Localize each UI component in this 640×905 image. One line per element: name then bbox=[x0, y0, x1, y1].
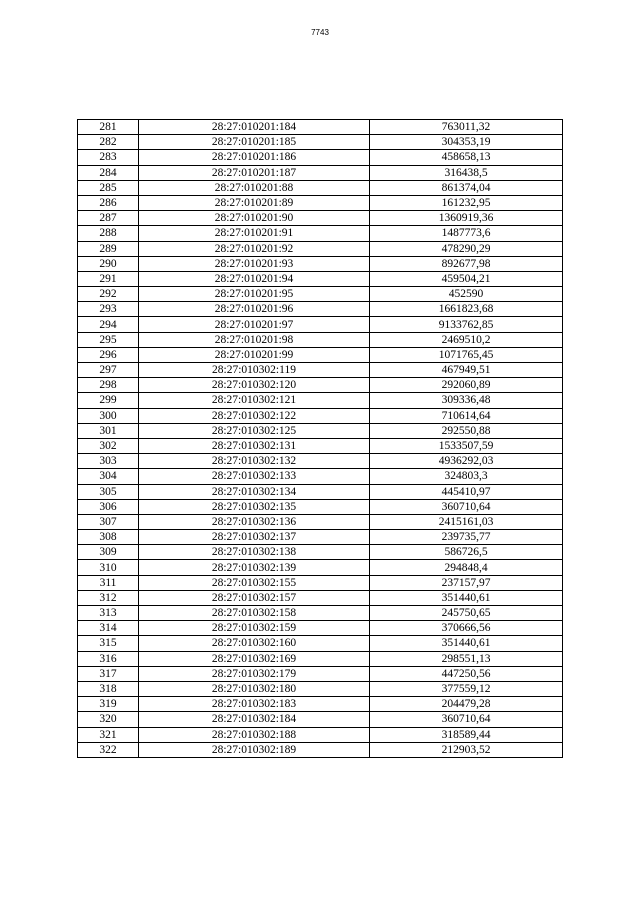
row-number-cell: 292 bbox=[78, 287, 139, 302]
row-number-cell: 318 bbox=[78, 681, 139, 696]
row-number-cell: 288 bbox=[78, 226, 139, 241]
cadastral-number-cell: 28:27:010302:159 bbox=[139, 621, 370, 636]
value-cell: 586726,5 bbox=[370, 545, 563, 560]
cadastral-number-cell: 28:27:010302:169 bbox=[139, 651, 370, 666]
row-number-cell: 311 bbox=[78, 575, 139, 590]
row-number-cell: 309 bbox=[78, 545, 139, 560]
value-cell: 459504,21 bbox=[370, 271, 563, 286]
cadastral-number-cell: 28:27:010302:134 bbox=[139, 484, 370, 499]
cadastral-number-cell: 28:27:010201:97 bbox=[139, 317, 370, 332]
cadastral-number-cell: 28:27:010201:90 bbox=[139, 211, 370, 226]
table-row bbox=[78, 727, 563, 742]
row-number-cell: 301 bbox=[78, 423, 139, 438]
cadastral-number-cell: 28:27:010201:98 bbox=[139, 332, 370, 347]
cadastral-number-cell: 28:27:010302:132 bbox=[139, 454, 370, 469]
row-number-cell: 320 bbox=[78, 712, 139, 727]
value-cell: 452590 bbox=[370, 287, 563, 302]
cadastral-number-cell: 28:27:010302:189 bbox=[139, 742, 370, 757]
table-row bbox=[78, 590, 563, 605]
cadastral-number-cell: 28:27:010201:96 bbox=[139, 302, 370, 317]
table-row bbox=[78, 499, 563, 514]
value-cell: 298551,13 bbox=[370, 651, 563, 666]
table-row bbox=[78, 317, 563, 332]
value-cell: 377559,12 bbox=[370, 681, 563, 696]
value-cell: 351440,61 bbox=[370, 590, 563, 605]
table-row bbox=[78, 150, 563, 165]
table-row bbox=[78, 621, 563, 636]
row-number-cell: 304 bbox=[78, 469, 139, 484]
value-cell: 212903,52 bbox=[370, 742, 563, 757]
cadastral-number-cell: 28:27:010201:92 bbox=[139, 241, 370, 256]
cadastral-number-cell: 28:27:010302:138 bbox=[139, 545, 370, 560]
table-row bbox=[78, 651, 563, 666]
row-number-cell: 316 bbox=[78, 651, 139, 666]
row-number-cell: 293 bbox=[78, 302, 139, 317]
cadastral-number-cell: 28:27:010302:119 bbox=[139, 363, 370, 378]
value-cell: 316438,5 bbox=[370, 165, 563, 180]
row-number-cell: 308 bbox=[78, 530, 139, 545]
cadastral-number-cell: 28:27:010302:136 bbox=[139, 514, 370, 529]
table-row bbox=[78, 666, 563, 681]
cadastral-number-cell: 28:27:010302:125 bbox=[139, 423, 370, 438]
value-cell: 237157,97 bbox=[370, 575, 563, 590]
cadastral-number-cell: 28:27:010201:88 bbox=[139, 180, 370, 195]
row-number-cell: 283 bbox=[78, 150, 139, 165]
cadastral-number-cell: 28:27:010302:158 bbox=[139, 606, 370, 621]
value-cell: 467949,51 bbox=[370, 363, 563, 378]
cadastral-number-cell: 28:27:010302:139 bbox=[139, 560, 370, 575]
value-cell: 1360919,36 bbox=[370, 211, 563, 226]
page-number: 7743 bbox=[311, 28, 329, 37]
table-row bbox=[78, 393, 563, 408]
cadastral-number-cell: 28:27:010201:99 bbox=[139, 347, 370, 362]
row-number-cell: 297 bbox=[78, 363, 139, 378]
table-row bbox=[78, 469, 563, 484]
table-row bbox=[78, 408, 563, 423]
row-number-cell: 322 bbox=[78, 742, 139, 757]
table-row bbox=[78, 484, 563, 499]
row-number-cell: 285 bbox=[78, 180, 139, 195]
cadastral-number-cell: 28:27:010201:187 bbox=[139, 165, 370, 180]
table-row bbox=[78, 378, 563, 393]
cadastral-number-cell: 28:27:010302:183 bbox=[139, 697, 370, 712]
row-number-cell: 298 bbox=[78, 378, 139, 393]
value-cell: 4936292,03 bbox=[370, 454, 563, 469]
table-row bbox=[78, 211, 563, 226]
value-cell: 309336,48 bbox=[370, 393, 563, 408]
row-number-cell: 284 bbox=[78, 165, 139, 180]
table-row bbox=[78, 742, 563, 757]
value-cell: 447250,56 bbox=[370, 666, 563, 681]
table-row bbox=[78, 256, 563, 271]
row-number-cell: 281 bbox=[78, 120, 139, 135]
table-row bbox=[78, 438, 563, 453]
cadastral-number-cell: 28:27:010302:133 bbox=[139, 469, 370, 484]
cadastral-number-cell: 28:27:010302:179 bbox=[139, 666, 370, 681]
cadastral-number-cell: 28:27:010302:135 bbox=[139, 499, 370, 514]
table-row bbox=[78, 287, 563, 302]
row-number-cell: 290 bbox=[78, 256, 139, 271]
row-number-cell: 300 bbox=[78, 408, 139, 423]
row-number-cell: 313 bbox=[78, 606, 139, 621]
row-number-cell: 312 bbox=[78, 590, 139, 605]
value-cell: 445410,97 bbox=[370, 484, 563, 499]
table-row bbox=[78, 347, 563, 362]
cadastral-number-cell: 28:27:010302:188 bbox=[139, 727, 370, 742]
row-number-cell: 307 bbox=[78, 514, 139, 529]
row-number-cell: 314 bbox=[78, 621, 139, 636]
table-row bbox=[78, 120, 563, 135]
table-body bbox=[78, 120, 563, 758]
row-number-cell: 287 bbox=[78, 211, 139, 226]
value-cell: 1071765,45 bbox=[370, 347, 563, 362]
value-cell: 458658,13 bbox=[370, 150, 563, 165]
row-number-cell: 310 bbox=[78, 560, 139, 575]
table-row bbox=[78, 530, 563, 545]
table-row bbox=[78, 697, 563, 712]
cadastral-number-cell: 28:27:010302:184 bbox=[139, 712, 370, 727]
value-cell: 294848,4 bbox=[370, 560, 563, 575]
value-cell: 304353,19 bbox=[370, 135, 563, 150]
table-row bbox=[78, 545, 563, 560]
value-cell: 2415161,03 bbox=[370, 514, 563, 529]
table-row bbox=[78, 332, 563, 347]
value-cell: 292550,88 bbox=[370, 423, 563, 438]
cadastral-number-cell: 28:27:010302:137 bbox=[139, 530, 370, 545]
cadastral-number-cell: 28:27:010201:186 bbox=[139, 150, 370, 165]
row-number-cell: 291 bbox=[78, 271, 139, 286]
cadastral-number-cell: 28:27:010302:122 bbox=[139, 408, 370, 423]
cadastral-number-cell: 28:27:010201:94 bbox=[139, 271, 370, 286]
value-cell: 892677,98 bbox=[370, 256, 563, 271]
row-number-cell: 295 bbox=[78, 332, 139, 347]
table-row bbox=[78, 363, 563, 378]
table-row bbox=[78, 636, 563, 651]
value-cell: 324803,3 bbox=[370, 469, 563, 484]
row-number-cell: 319 bbox=[78, 697, 139, 712]
value-cell: 360710,64 bbox=[370, 499, 563, 514]
table-row bbox=[78, 514, 563, 529]
cadastral-number-cell: 28:27:010201:93 bbox=[139, 256, 370, 271]
value-cell: 351440,61 bbox=[370, 636, 563, 651]
cadastral-number-cell: 28:27:010302:120 bbox=[139, 378, 370, 393]
table-row bbox=[78, 226, 563, 241]
table-row bbox=[78, 135, 563, 150]
cadastral-number-cell: 28:27:010201:89 bbox=[139, 195, 370, 210]
data-table bbox=[77, 119, 563, 758]
row-number-cell: 282 bbox=[78, 135, 139, 150]
value-cell: 710614,64 bbox=[370, 408, 563, 423]
value-cell: 9133762,85 bbox=[370, 317, 563, 332]
row-number-cell: 321 bbox=[78, 727, 139, 742]
value-cell: 763011,32 bbox=[370, 120, 563, 135]
row-number-cell: 286 bbox=[78, 195, 139, 210]
table-row bbox=[78, 560, 563, 575]
row-number-cell: 315 bbox=[78, 636, 139, 651]
value-cell: 239735,77 bbox=[370, 530, 563, 545]
table-row bbox=[78, 681, 563, 696]
value-cell: 318589,44 bbox=[370, 727, 563, 742]
table-row bbox=[78, 271, 563, 286]
cadastral-number-cell: 28:27:010302:180 bbox=[139, 681, 370, 696]
cadastral-number-cell: 28:27:010201:91 bbox=[139, 226, 370, 241]
value-cell: 245750,65 bbox=[370, 606, 563, 621]
value-cell: 2469510,2 bbox=[370, 332, 563, 347]
value-cell: 1533507,59 bbox=[370, 438, 563, 453]
table-row bbox=[78, 606, 563, 621]
cadastral-number-cell: 28:27:010302:157 bbox=[139, 590, 370, 605]
row-number-cell: 306 bbox=[78, 499, 139, 514]
cadastral-number-cell: 28:27:010201:185 bbox=[139, 135, 370, 150]
value-cell: 478290,29 bbox=[370, 241, 563, 256]
table-row bbox=[78, 302, 563, 317]
value-cell: 292060,89 bbox=[370, 378, 563, 393]
value-cell: 861374,04 bbox=[370, 180, 563, 195]
cadastral-number-cell: 28:27:010201:184 bbox=[139, 120, 370, 135]
row-number-cell: 299 bbox=[78, 393, 139, 408]
row-number-cell: 289 bbox=[78, 241, 139, 256]
row-number-cell: 294 bbox=[78, 317, 139, 332]
table-row bbox=[78, 423, 563, 438]
value-cell: 370666,56 bbox=[370, 621, 563, 636]
table-row bbox=[78, 712, 563, 727]
table-row bbox=[78, 241, 563, 256]
row-number-cell: 303 bbox=[78, 454, 139, 469]
value-cell: 204479,28 bbox=[370, 697, 563, 712]
cadastral-number-cell: 28:27:010302:160 bbox=[139, 636, 370, 651]
value-cell: 1487773,6 bbox=[370, 226, 563, 241]
cadastral-number-cell: 28:27:010302:131 bbox=[139, 438, 370, 453]
row-number-cell: 305 bbox=[78, 484, 139, 499]
cadastral-number-cell: 28:27:010302:155 bbox=[139, 575, 370, 590]
table-row bbox=[78, 180, 563, 195]
table-row bbox=[78, 575, 563, 590]
cadastral-number-cell: 28:27:010302:121 bbox=[139, 393, 370, 408]
table-row bbox=[78, 195, 563, 210]
value-cell: 360710,64 bbox=[370, 712, 563, 727]
value-cell: 161232,95 bbox=[370, 195, 563, 210]
value-cell: 1661823,68 bbox=[370, 302, 563, 317]
table-row bbox=[78, 454, 563, 469]
row-number-cell: 302 bbox=[78, 438, 139, 453]
row-number-cell: 317 bbox=[78, 666, 139, 681]
row-number-cell: 296 bbox=[78, 347, 139, 362]
table-row bbox=[78, 165, 563, 180]
cadastral-number-cell: 28:27:010201:95 bbox=[139, 287, 370, 302]
